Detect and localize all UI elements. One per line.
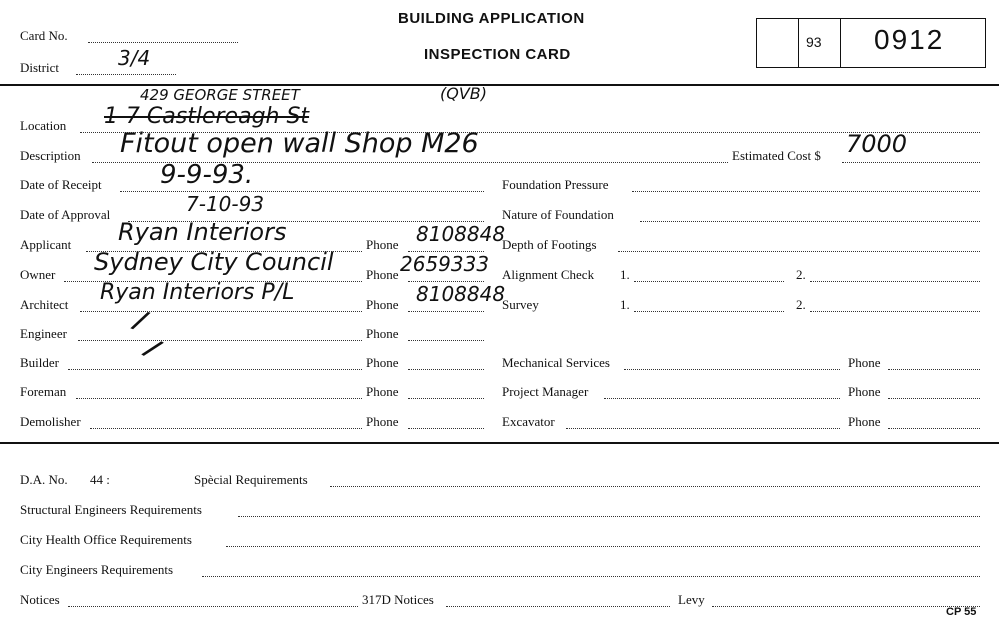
notices-label: Notices (20, 592, 60, 607)
card-no-label: Card No. (20, 28, 68, 43)
levy-label: Levy (678, 592, 705, 607)
location-value-struck: 1-7 Castlereagh St (104, 104, 310, 129)
owner-phone-label: Phone (366, 267, 399, 282)
district-label: District (20, 60, 59, 75)
demolisher-field[interactable] (90, 416, 362, 429)
demolisher-phone-label: Phone (366, 414, 399, 429)
architect-phone-label: Phone (366, 297, 399, 312)
engineer-phone-field[interactable] (408, 328, 484, 341)
owner-label: Owner (20, 267, 56, 282)
year-box-value: 93 (806, 34, 822, 50)
card-number-box (756, 18, 986, 68)
foundation-pressure-label: Foundation Pressure (502, 177, 609, 192)
depth-footings-field[interactable] (618, 239, 980, 252)
demolisher-label: Demolisher (20, 414, 81, 429)
city-engineers-requirements-label: City Engineers Requirements (20, 562, 174, 577)
applicant-value: Ryan Interiors (118, 218, 287, 246)
foreman-field[interactable] (76, 386, 362, 399)
alignment-1-label: 1. (620, 267, 630, 282)
project-manager-label: Project Manager (502, 384, 589, 399)
applicant-phone-value: 8108848 (416, 222, 506, 246)
middle-rule (0, 442, 999, 444)
notices-317d-field[interactable] (446, 594, 670, 607)
location-label: Location (20, 118, 67, 133)
form-title-line2: INSPECTION CARD (424, 46, 571, 63)
alignment-1-field[interactable] (634, 269, 784, 282)
da-no-label: D.A. No. (20, 472, 68, 487)
engineer-value: / (131, 305, 151, 337)
location-qvb: (QVB) (440, 84, 487, 103)
structural-requirements-label: Structural Engineers Requirements (20, 502, 202, 517)
architect-label: Architect (20, 297, 69, 312)
foundation-pressure-field[interactable] (632, 179, 980, 192)
health-requirements-field[interactable] (226, 534, 980, 547)
health-requirements-label: City Health Office Requirements (20, 532, 192, 547)
structural-requirements-field[interactable] (238, 504, 980, 517)
survey-label: Survey (502, 297, 539, 312)
builder-phone-label: Phone (366, 355, 399, 370)
foreman-label: Foreman (20, 384, 67, 399)
depth-footings-label: Depth of Footings (502, 237, 597, 252)
owner-phone-value: 2659333 (400, 252, 490, 276)
district-value: 3/4 (118, 46, 151, 70)
date-receipt-label: Date of Receipt (20, 177, 102, 192)
builder-field[interactable] (68, 357, 362, 370)
architect-value: Ryan Interiors P/L (100, 280, 295, 305)
engineer-field[interactable] (78, 328, 362, 341)
foreman-phone-label: Phone (366, 384, 399, 399)
card-no-field[interactable] (88, 30, 238, 43)
builder-value: / (141, 333, 165, 365)
survey-1-label: 1. (620, 297, 630, 312)
engineer-phone-label: Phone (366, 326, 399, 341)
levy-field[interactable] (712, 594, 980, 607)
excavator-field[interactable] (566, 416, 840, 429)
nature-foundation-field[interactable] (640, 209, 980, 222)
excavator-label: Excavator (502, 414, 555, 429)
survey-1-field[interactable] (634, 299, 784, 312)
form-code: CP 55 (946, 606, 977, 618)
excavator-phone-label: Phone (848, 414, 881, 429)
estimated-cost-value: 7000 (846, 130, 908, 158)
applicant-label: Applicant (20, 237, 72, 252)
demolisher-phone-field[interactable] (408, 416, 484, 429)
mechanical-services-field[interactable] (624, 357, 840, 370)
owner-value: Sydney City Council (94, 248, 334, 276)
project-manager-phone-field[interactable] (888, 386, 980, 399)
notices-field[interactable] (68, 594, 358, 607)
project-manager-field[interactable] (604, 386, 840, 399)
box-divider-2 (840, 18, 841, 68)
builder-label: Builder (20, 355, 59, 370)
description-value: Fitout open wall Shop M26 (120, 128, 479, 159)
notices-317d-label: 317D Notices (362, 592, 434, 607)
architect-phone-value: 8108848 (416, 282, 506, 306)
date-approval-label: Date of Approval (20, 207, 111, 222)
mechanical-services-label: Mechanical Services (502, 355, 610, 370)
survey-2-label: 2. (796, 297, 806, 312)
date-receipt-value: 9-9-93. (160, 160, 254, 190)
description-label: Description (20, 148, 81, 163)
box-divider-1 (798, 18, 799, 68)
excavator-phone-field[interactable] (888, 416, 980, 429)
form-title-line1: BUILDING APPLICATION (398, 10, 585, 27)
card-number-value: 0912 (874, 24, 945, 55)
foreman-phone-field[interactable] (408, 386, 484, 399)
city-engineers-requirements-field[interactable] (202, 564, 980, 577)
alignment-check-label: Alignment Check (502, 267, 595, 282)
date-approval-value: 7-10-93 (186, 192, 265, 216)
nature-foundation-label: Nature of Foundation (502, 207, 614, 222)
alignment-2-field[interactable] (810, 269, 980, 282)
survey-2-field[interactable] (810, 299, 980, 312)
builder-phone-field[interactable] (408, 357, 484, 370)
mechanical-phone-field[interactable] (888, 357, 980, 370)
special-requirements-field[interactable] (330, 474, 980, 487)
location-value-top: 429 GEORGE STREET (140, 86, 300, 104)
project-manager-phone-label: Phone (848, 384, 881, 399)
da-no-value: 44 : (90, 472, 110, 487)
engineer-label: Engineer (20, 326, 67, 341)
alignment-2-label: 2. (796, 267, 806, 282)
mechanical-phone-label: Phone (848, 355, 881, 370)
special-requirements-label: Spècial Requirements (194, 472, 308, 487)
estimated-cost-label: Estimated Cost $ (732, 148, 821, 163)
applicant-phone-label: Phone (366, 237, 399, 252)
